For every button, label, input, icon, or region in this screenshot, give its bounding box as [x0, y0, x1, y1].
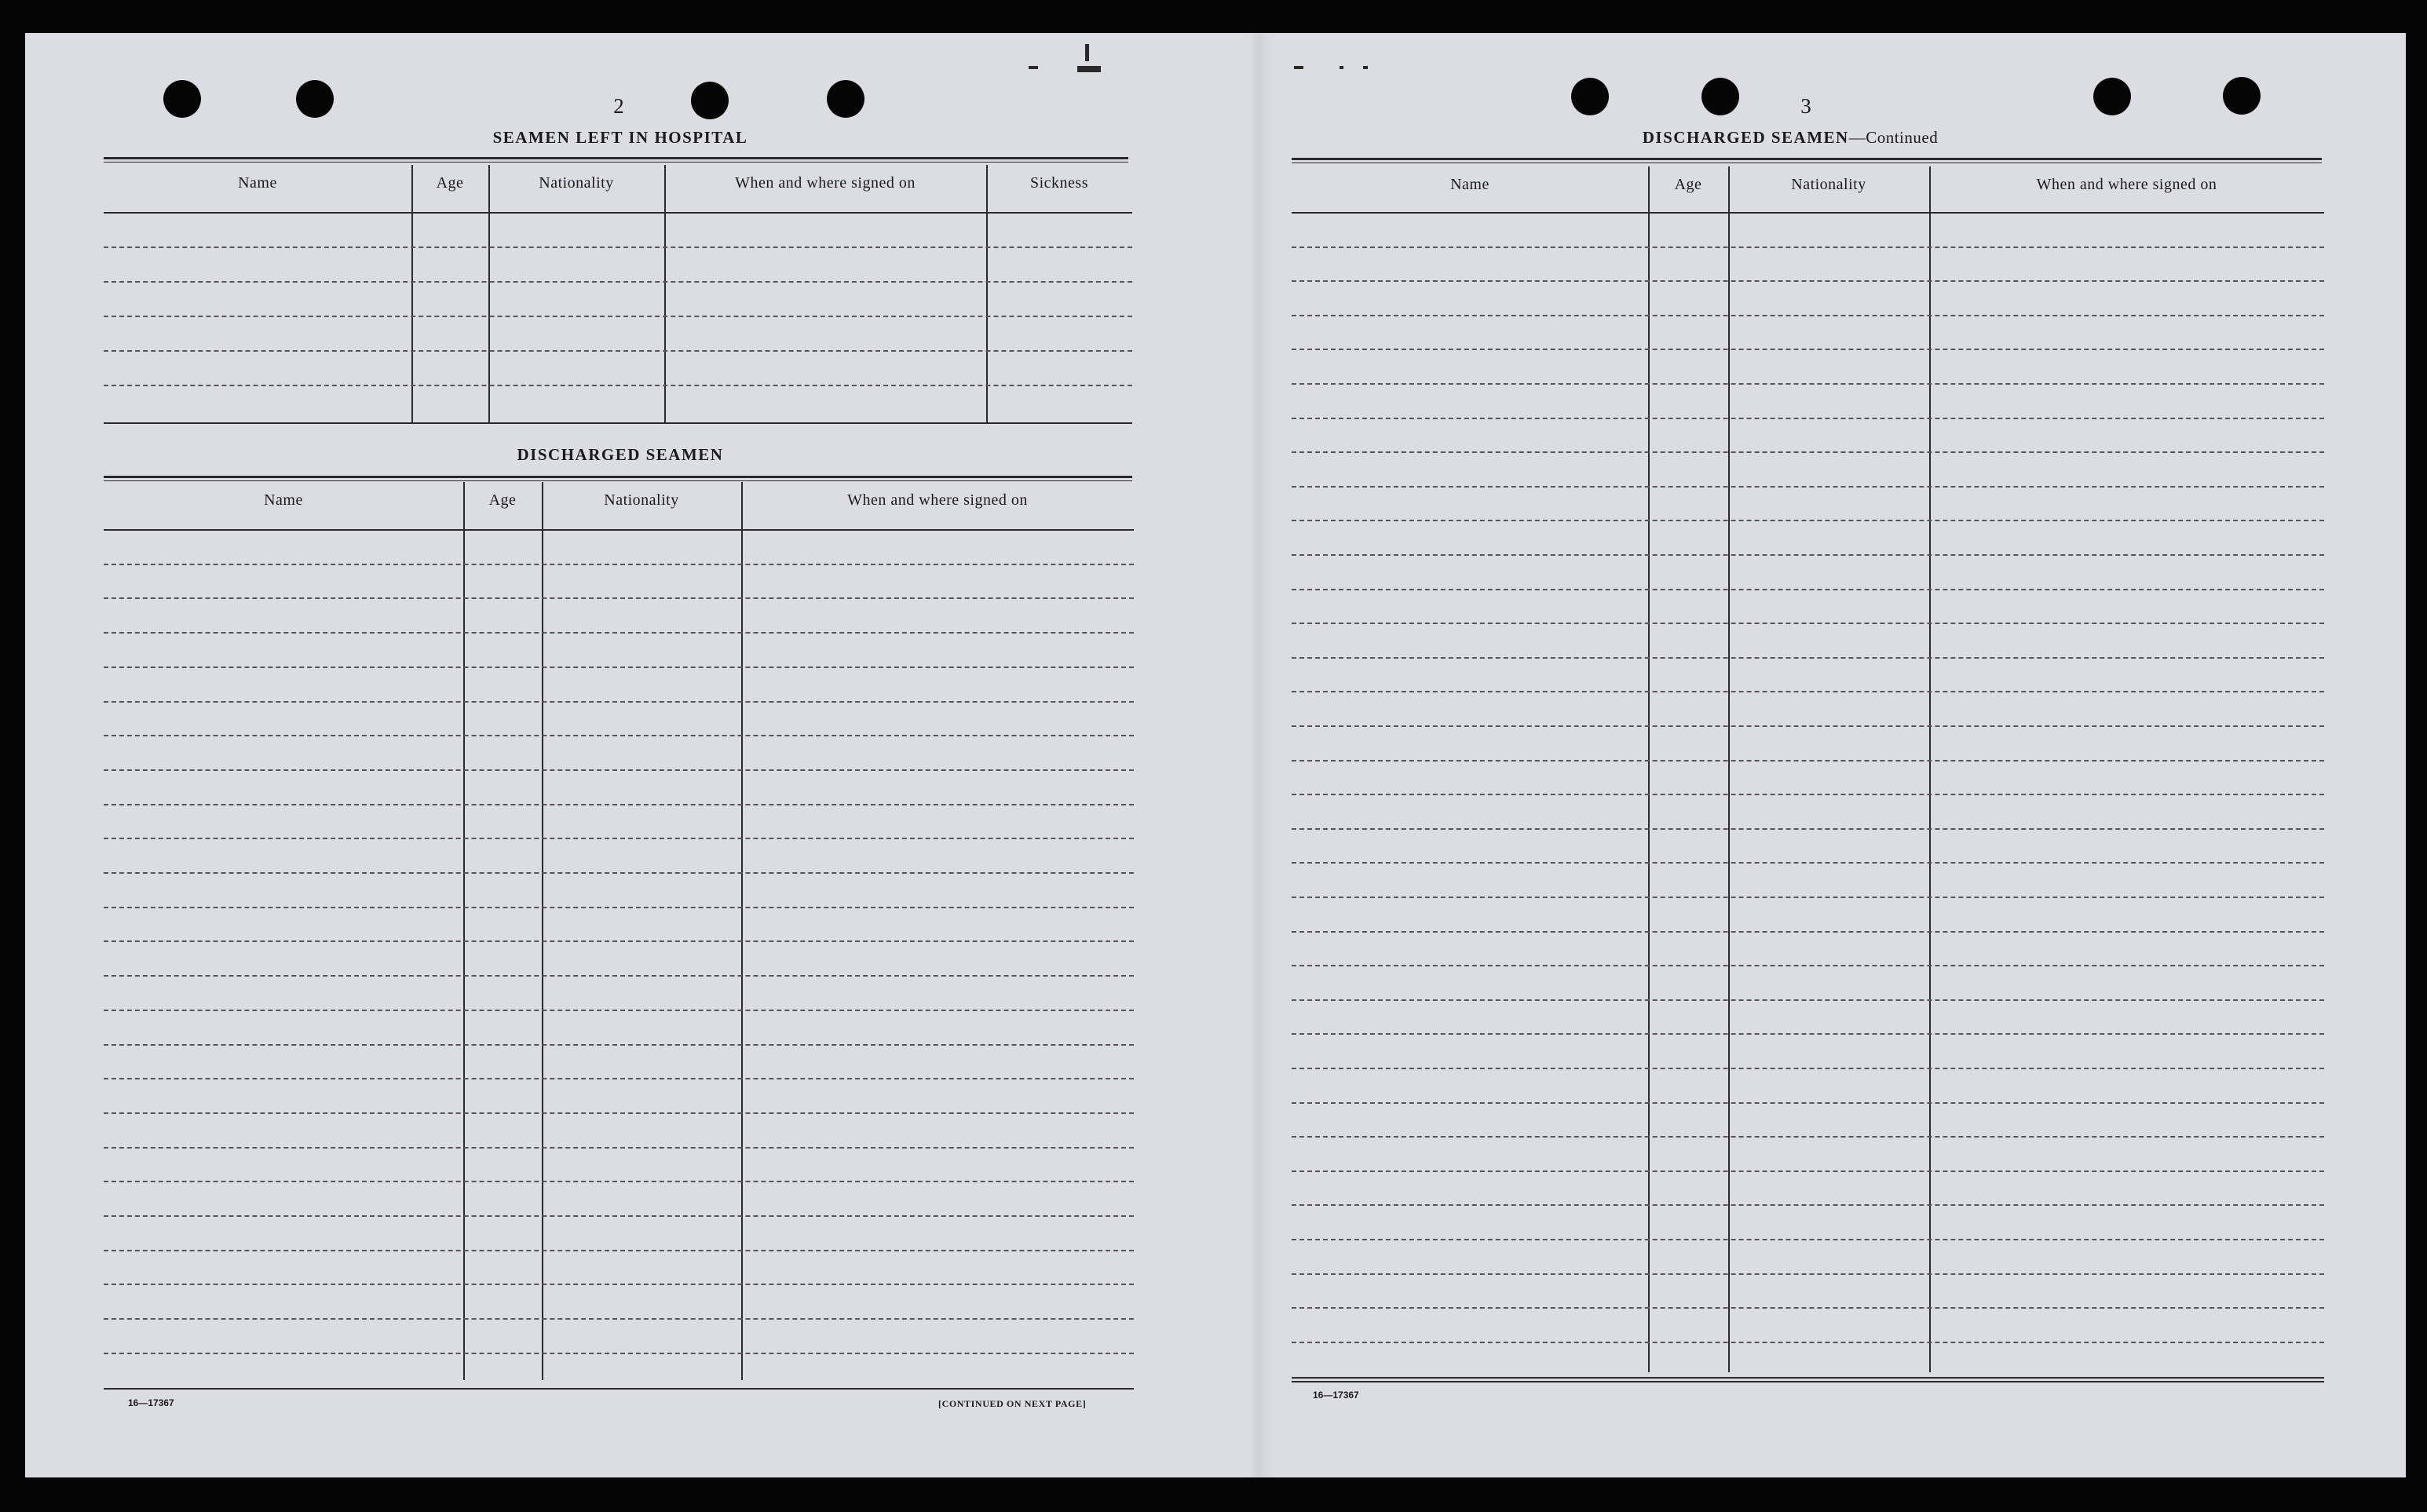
ink-speck	[1029, 66, 1038, 69]
punch-hole	[296, 80, 334, 118]
blank-entry-row	[1292, 794, 2324, 795]
blank-entry-row	[104, 769, 1134, 771]
ink-speck	[1077, 66, 1101, 72]
blank-entry-row	[1292, 520, 2324, 521]
blank-entry-row	[1292, 1102, 2324, 1104]
blank-entry-row	[1292, 657, 2324, 659]
col-header-nationality: Nationality	[539, 174, 614, 192]
blank-entry-row	[1292, 1239, 2324, 1240]
blank-entry-row	[1292, 589, 2324, 590]
table-bottom-rule	[1292, 1381, 2324, 1382]
section-rule	[1292, 158, 2322, 163]
blank-entry-row	[104, 1250, 1134, 1251]
blank-entry-row	[1292, 897, 2324, 898]
col-header-nationality: Nationality	[1791, 176, 1866, 193]
blank-entry-row	[104, 1078, 1134, 1079]
discharged-continued-title	[1594, 128, 1987, 148]
column-divider	[463, 482, 465, 1380]
blank-entry-row	[1292, 451, 2324, 453]
blank-entry-row	[1292, 691, 2324, 692]
blank-entry-row	[104, 1010, 1134, 1011]
discharged-section-title: DISCHARGED SEAMEN	[517, 445, 724, 464]
blank-entry-row	[104, 247, 1132, 248]
blank-entry-row	[1292, 931, 2324, 933]
table-bottom-rule	[104, 1388, 1134, 1390]
blank-entry-row	[1292, 965, 2324, 966]
blank-entry-row	[104, 838, 1134, 839]
blank-entry-row	[1292, 1342, 2324, 1343]
punch-hole	[1571, 78, 1609, 115]
col-header-name: Name	[264, 491, 303, 509]
col-header-signed-on: When and where signed on	[735, 174, 916, 192]
blank-entry-row	[1292, 1068, 2324, 1069]
blank-entry-row	[104, 735, 1134, 736]
col-header-sickness: Sickness	[1030, 174, 1088, 192]
hospital-section-title: SEAMEN LEFT IN HOSPITAL	[492, 128, 748, 147]
blank-entry-row	[1292, 725, 2324, 727]
punch-hole	[827, 80, 864, 118]
page-number: 3	[1800, 94, 1811, 118]
blank-entry-row	[1292, 1136, 2324, 1138]
ink-speck	[1294, 66, 1303, 69]
column-divider	[741, 482, 743, 1380]
punch-hole	[163, 80, 201, 118]
form-code: 16—17367	[128, 1397, 174, 1408]
col-header-name: Name	[1450, 176, 1489, 193]
discharged-ledger-continued	[1292, 176, 2324, 1382]
blank-entry-row	[104, 1044, 1134, 1046]
section-rule	[104, 476, 1132, 481]
blank-entry-row	[104, 385, 1132, 386]
table-bottom-rule	[104, 422, 1132, 424]
blank-entry-row	[104, 804, 1134, 805]
punch-hole	[2093, 78, 2131, 115]
blank-entry-row	[104, 1215, 1134, 1217]
blank-entry-row	[104, 564, 1134, 565]
blank-entry-row	[1292, 1273, 2324, 1275]
punch-hole	[691, 82, 729, 119]
blank-entry-row	[1292, 486, 2324, 488]
discharged-ledger	[104, 491, 1134, 1390]
column-divider	[542, 482, 543, 1380]
blank-entry-row	[104, 940, 1134, 942]
blank-entry-row	[104, 907, 1134, 908]
column-divider	[1728, 166, 1730, 1372]
blank-entry-row	[104, 632, 1134, 634]
discharged-title-main: DISCHARGED SEAMEN	[1642, 128, 1849, 147]
blank-entry-row	[1292, 1307, 2324, 1309]
section-rule	[104, 157, 1128, 163]
blank-entry-row	[1292, 862, 2324, 864]
page-fold	[1248, 33, 1275, 1477]
table-bottom-rule	[1292, 1377, 2324, 1379]
hospital-ledger	[104, 174, 1132, 424]
blank-entry-row	[1292, 1033, 2324, 1035]
header-rule	[104, 529, 1134, 531]
blank-entry-row	[1292, 280, 2324, 282]
blank-entry-row	[1292, 999, 2324, 1001]
ink-speck	[1363, 66, 1368, 69]
blank-entry-row	[104, 597, 1134, 599]
col-header-nationality: Nationality	[604, 491, 679, 509]
blank-entry-row	[104, 350, 1132, 352]
discharged-title-suffix: —Continued	[1848, 128, 1939, 147]
blank-entry-row	[104, 1181, 1134, 1182]
header-rule	[104, 212, 1132, 214]
blank-entry-row	[1292, 418, 2324, 419]
blank-entry-row	[1292, 315, 2324, 316]
form-code: 16—17367	[1313, 1390, 1359, 1401]
blank-entry-row	[104, 281, 1132, 283]
col-header-age: Age	[1674, 176, 1702, 193]
blank-entry-row	[1292, 349, 2324, 350]
header-rule	[1292, 212, 2324, 214]
blank-entry-row	[1292, 1204, 2324, 1206]
blank-entry-row	[104, 316, 1132, 317]
page-number: 2	[613, 94, 624, 118]
punch-hole	[2223, 77, 2261, 115]
blank-entry-row	[1292, 828, 2324, 830]
ink-speck	[1085, 44, 1089, 61]
blank-entry-row	[1292, 247, 2324, 248]
column-divider	[1648, 166, 1650, 1372]
blank-entry-row	[104, 667, 1134, 668]
blank-entry-row	[1292, 383, 2324, 385]
continued-note: [CONTINUED ON NEXT PAGE]	[938, 1398, 1087, 1409]
blank-entry-row	[104, 1284, 1134, 1285]
blank-entry-row	[104, 1112, 1134, 1114]
ink-speck	[1340, 66, 1343, 69]
column-divider	[1929, 166, 1931, 1372]
col-header-name: Name	[238, 174, 277, 192]
col-header-age: Age	[436, 174, 464, 192]
blank-entry-row	[1292, 760, 2324, 761]
blank-entry-row	[104, 975, 1134, 977]
col-header-age: Age	[488, 491, 517, 509]
blank-entry-row	[1292, 1171, 2324, 1172]
col-header-signed-on: When and where signed on	[847, 491, 1028, 509]
punch-hole	[1701, 78, 1739, 115]
col-header-signed-on: When and where signed on	[2036, 176, 2217, 193]
blank-entry-row	[104, 1353, 1134, 1354]
blank-entry-row	[104, 1147, 1134, 1149]
blank-entry-row	[104, 1318, 1134, 1320]
blank-entry-row	[1292, 554, 2324, 556]
blank-entry-row	[1292, 623, 2324, 624]
blank-entry-row	[104, 701, 1134, 703]
blank-entry-row	[104, 872, 1134, 874]
